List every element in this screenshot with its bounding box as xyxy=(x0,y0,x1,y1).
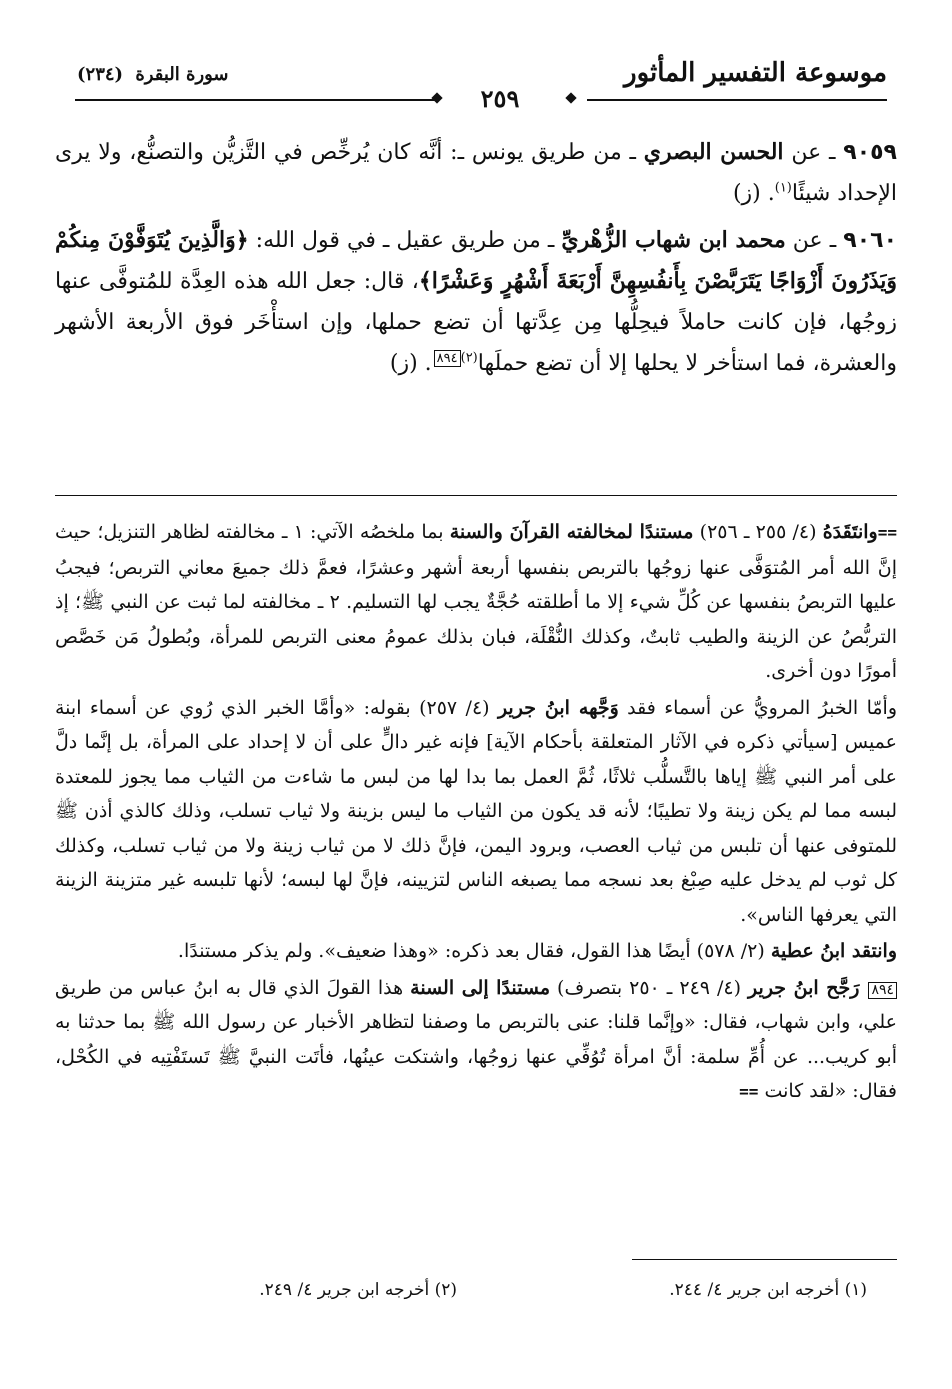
note-text: بما ملخصُه الآتي: ١ ـ مخالفته لظاهر التنزيل؛ حيث إنَّ الله أمر المُتوَفَّى عنها زوجُها بالتربص بنفسها أربعة أشهر وعشرًا، فعمَّ ذلك جميعَ معاني التربص؛ فيجبُ عليها التربصُ بنفسها عن كُلِّ شيء إلا ما أطلقته حُجَّةٌ يجب لها التسليم. ٢ ـ مخالفته لما ثبت عن النبي ﷺ؛ إذ التربُّصُ عن الزينة والطيب ثابتٌ، وكذلك النُّقْلَة، فبان بذلك عمومُ معنى التربص للمرأة، وبُطولُ مَن خَصَّص أمورًا دون أخرى. xyxy=(55,521,897,682)
page-number: ٢٥٩ xyxy=(473,84,528,113)
note-text: (٤/ ٢٥٥ ـ ٢٥٦) xyxy=(693,521,823,543)
note-paragraph xyxy=(55,971,897,1110)
main-text xyxy=(55,132,897,390)
entry-number: ٩٠٦٠ xyxy=(843,228,897,253)
entry-prefix: ـ عن xyxy=(785,228,844,253)
note-paragraph xyxy=(55,934,897,969)
footnote-1: (١) أخرجه ابن جرير ٤/ ٢٤٤. xyxy=(669,1280,867,1300)
footnote-ref: (١) xyxy=(774,180,792,196)
page-number-box xyxy=(425,84,575,113)
note-bold: مستندًا إلى السنة xyxy=(410,976,551,999)
note-bold: وانتقد ابنُ عطية xyxy=(770,940,897,962)
note-paragraph xyxy=(55,691,897,933)
footnote-divider xyxy=(632,1259,897,1260)
note-bold: وانتَقَدَهُ xyxy=(822,521,878,543)
entry-text: ، قال: جعل الله هذه العِدَّة للمُتوفَّى عنها زوجُها، فإن كانت حاملاً فيحِلُّها مِن عِدَّتها أن تضع حملها، وإن استأْخَر فوق الأربعة الأشهر والعشرة، فما استأخر لا يحلها إلا أن تضع حملَها xyxy=(55,269,897,376)
commentary-box-number: ٨٩٤ xyxy=(868,982,897,999)
note-text: وأمّا الخبرُ المرويُّ عن أسماء فقد xyxy=(618,696,898,719)
surah-reference xyxy=(77,64,229,85)
book-title: موسوعة التفسير المأثور xyxy=(624,58,887,88)
ayah-number: (٢٣٤) xyxy=(77,64,124,85)
continuation-marker: == xyxy=(739,1082,759,1101)
book-page xyxy=(55,40,897,1360)
note-text: (٤/ ٢٤٩ ـ ٢٥٠ بتصرف) xyxy=(550,976,749,999)
section-divider xyxy=(55,495,897,496)
note-bold: مستندًا لمخالفته القرآنَ والسنة xyxy=(449,521,694,543)
entry-suffix: . (ز) xyxy=(732,181,775,206)
narrator-name: محمد ابن شهاب الزُّهْريِّ xyxy=(561,227,786,253)
header-ornament-line-right xyxy=(587,99,887,101)
note-text: (٢/ ٥٧٨) أيضًا هذا القول، فقال بعد ذكره: «وهذا ضعيف». ولم يذكر مستندًا. xyxy=(177,940,771,962)
hadith-entry xyxy=(55,132,897,214)
narrator-name: الحسن البصري xyxy=(643,139,784,165)
footnote-ref: (٢) xyxy=(460,350,478,366)
entry-suffix: . (ز) xyxy=(389,351,432,376)
commentary-box-ref: ٨٩٤ xyxy=(434,350,461,367)
surah-name: سورة البقرة xyxy=(135,64,229,85)
quran-verse: ﴿وَالَّذِينَ يُتَوَفَّوْنَ مِنكُمْ وَيَذَرُونَ أَزْوَاجًا يَتَرَبَّصْنَ بِأَنفُسِهِنَّ أَرْبَعَةَ أَشْهُرٍ وَعَشْرًا﴾ xyxy=(55,227,897,294)
note-bold: وَجَّهه ابنُ جرير xyxy=(497,696,619,719)
note-text: هذا القولَ الذي قال به ابنُ عباس من طريق علي، وابن شهاب، فقال: «وإنَّما قلنا: عنى بالتربص ما وصفنا لتظاهر الأخبار عن رسول الله ﷺ بما حدثنا به أبو كريب... عن أُمِّ سلمة: أنَّ امرأة تُوُفِّي عنها زوجُها، واشتكت عينُها، فأتَت النبيَّ ﷺ تَستَفْتِيه في الكُحْل، فقال: «لقد كانت xyxy=(55,976,897,1102)
entry-text: ـ من طريق عقيل ـ في قول الله: xyxy=(248,228,562,253)
page-header xyxy=(55,40,897,113)
continuation-marker: == xyxy=(877,523,897,542)
footnotes xyxy=(55,1280,897,1310)
entry-number: ٩٠٥٩ xyxy=(843,140,897,165)
commentary-notes xyxy=(55,515,897,1112)
footnote-2: (٢) أخرجه ابن جرير ٤/ ٢٤٩. xyxy=(259,1280,457,1300)
entry-prefix: ـ عن xyxy=(783,140,844,165)
note-text: (٤/ ٢٥٧) بقوله: «وأمَّا الخبر الذي رُوي عن أسماء ابنة عميس [سيأتي ذكره في الآثار المتعلقة بأحكام الآية] فإنه غير دالٍّ على أن لا إحداد على المرأة، بل إنَّما دلَّ على أمر النبي ﷺ إياها بالتَّسلُّب ثلاثًا، ثُمَّ العمل بما بدا لها من لبس ما شاءت من الثياب مما يجوز للمعتدة لبسه مما لم يكن زينة ولا تطيبًا؛ لأنه قد يكون من الثياب ما ليس بزينة ولا ثياب تسلب، وذلك كالذي أذن ﷺ للمتوفى عنها أن تلبس من ثياب العصب، وبرود اليمن، فإنَّ ذلك لا من ثياب زينة ولا من ثياب تسلب، وكذلك كل ثوب لم يدخل عليه صِبْغ بعد نسجه مما يصبغه الناس لتزيينه، فإنَّ لها لبسه؛ لأنها تلبسه غير متزينة الزينة التي يعرفها الناس». xyxy=(55,696,897,926)
hadith-entry xyxy=(55,220,897,384)
header-ornament-line-left xyxy=(75,99,435,101)
entry-text: ـ من طريق يونس ـ: أنَّه كان يُرخِّص في التَّزيُّن والتصنُّع، ولا يرى الإحداد شيئًا xyxy=(55,140,897,206)
note-paragraph xyxy=(55,515,897,689)
note-bold: رَجَّح ابنُ جرير xyxy=(748,976,860,999)
